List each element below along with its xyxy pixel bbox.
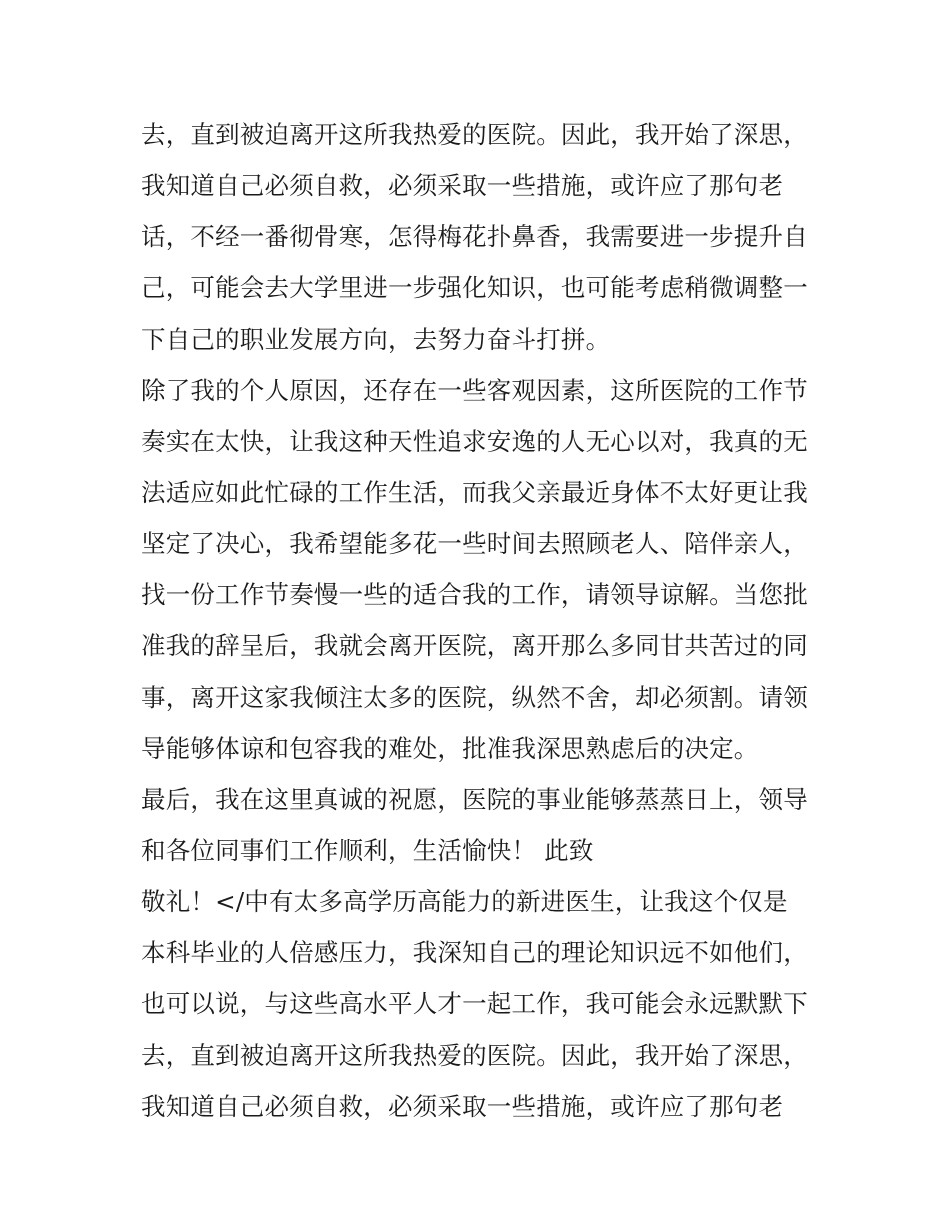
document-body bbox=[141, 109, 821, 1132]
text-line: 敬礼！</中有太多高学历高能力的新进医生，让我这个仅是 bbox=[141, 887, 788, 917]
text-line: 法适应如此忙碌的工作生活，而我父亲最近身体不太好更让我 bbox=[141, 477, 808, 507]
text-line: 我知道自己必须自救，必须采取一些措施，或许应了那句老 bbox=[141, 1091, 784, 1121]
text-line: 最后，我在这里真诚的祝愿，医院的事业能够蒸蒸日上，领导 bbox=[141, 784, 808, 814]
text-line: 己，可能会去大学里进一步强化知识，也可能考虑稍微调整一 bbox=[141, 273, 808, 303]
text-line: 去，直到被迫离开这所我热爱的医院。因此，我开始了深思， bbox=[141, 1040, 808, 1070]
text-line: 去，直到被迫离开这所我热爱的医院。因此，我开始了深思， bbox=[141, 120, 808, 149]
text-line: 坚定了决心，我希望能多花一些时间去照顾老人、陪伴亲人， bbox=[141, 529, 808, 559]
text-line: 奏实在太快，让我这种天性追求安逸的人无心以对，我真的无 bbox=[141, 426, 808, 456]
text-line: 准我的辞呈后，我就会离开医院，离开那么多同甘共苦过的同 bbox=[141, 631, 808, 661]
text-line: 和各位同事们工作顺利，生活愉快！ 此致 bbox=[141, 835, 594, 865]
text-line: 导能够体谅和包容我的难处，批准我深思熟虑后的决定。 bbox=[141, 733, 759, 763]
text-line: 找一份工作节奏慢一些的适合我的工作，请领导谅解。当您批 bbox=[141, 580, 808, 610]
text-line: 也可以说，与这些高水平人才一起工作，我可能会永远默默下 bbox=[141, 989, 808, 1019]
text-line: 本科毕业的人倍感压力，我深知自己的理论知识远不如他们， bbox=[141, 938, 808, 968]
text-line: 话，不经一番彻骨寒，怎得梅花扑鼻香，我需要进一步提升自 bbox=[141, 222, 808, 252]
text-line: 除了我的个人原因，还存在一些客观因素，这所医院的工作节 bbox=[141, 375, 808, 405]
text-line: 下自己的职业发展方向，去努力奋斗打拼。 bbox=[141, 324, 611, 354]
text-line: 事，离开这家我倾注太多的医院，纵然不舍，却必须割。请领 bbox=[141, 682, 808, 712]
text-line: 我知道自己必须自救，必须采取一些措施，或许应了那句老 bbox=[141, 171, 784, 201]
